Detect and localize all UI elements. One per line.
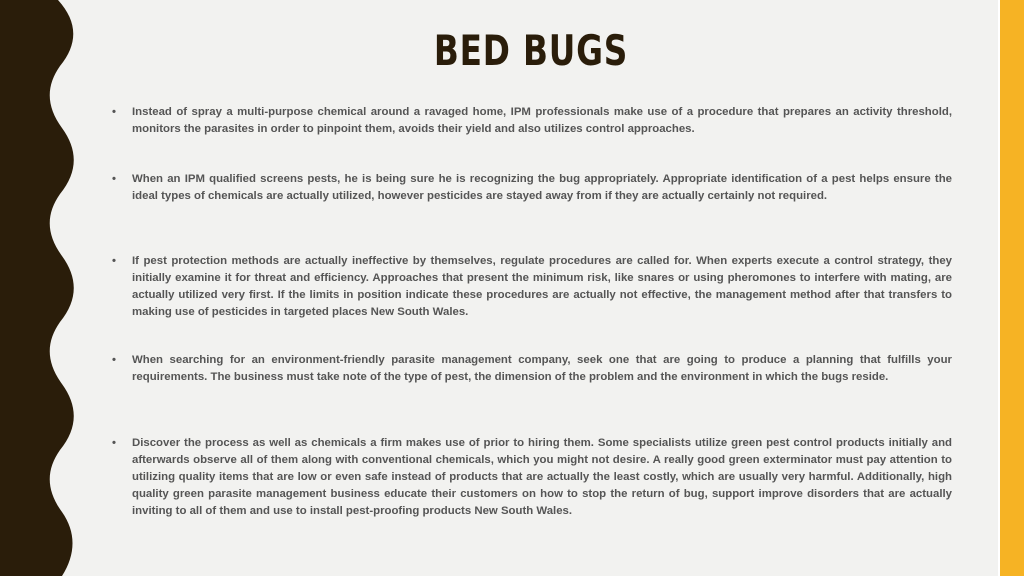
bullet-item: • Instead of spray a multi-purpose chemical around a ravaged home, IPM professionals make use of a procedure that prepares an activity threshold, monitors the parasites in order to pinpoint them, avoids their yield and also utilizes control approaches.: [112, 104, 952, 138]
bullet-item: • When searching for an environment-friendly parasite management company, seek one that are going to produce a planning that fulfills your requirements. The business must take note of the type of pest, the dimension of the problem and the environment in which the bugs reside.: [112, 352, 952, 386]
bullet-item: • When an IPM qualified screens pests, he is being sure he is recognizing the bug appropriately. Appropriate identification of a pest helps ensure the ideal types of chemicals are actually utilized, however pesticides are stayed away from if they are actually certainly not required.: [112, 171, 952, 205]
right-accent-bar: [1000, 0, 1024, 576]
bullet-item: • Discover the process as well as chemicals a firm makes use of prior to hiring them. Some specialists utilize green pest control products initially and afterwards observe all of them along with conventional chemicals, which you might not desire. A really good green exterminator must pay attention to utilizing quality items that are low or even safe instead of products that are actually the least costly, which are usually very harmful. Additionally, high quality green parasite management business educate their customers on how to stop the return of bug, support improve disorders that are actually inviting to all of them and use to install pest-proofing products New South Wales.: [112, 435, 952, 520]
slide-title: BED BUGS: [433, 26, 629, 75]
bullet-item: • If pest protection methods are actually ineffective by themselves, regulate procedures are called for. When experts execute a control strategy, they initially examine it for threat and efficiency. Approaches that present the minimum risk, like snares or using pheromones to interfere with mating, are actually utilized very first. If the limits in position indicate these procedures are actually not effective, the management method after that transfers to making use of pesticides in targeted places New South Wales.: [112, 253, 952, 321]
left-wave-decoration: [0, 0, 80, 576]
